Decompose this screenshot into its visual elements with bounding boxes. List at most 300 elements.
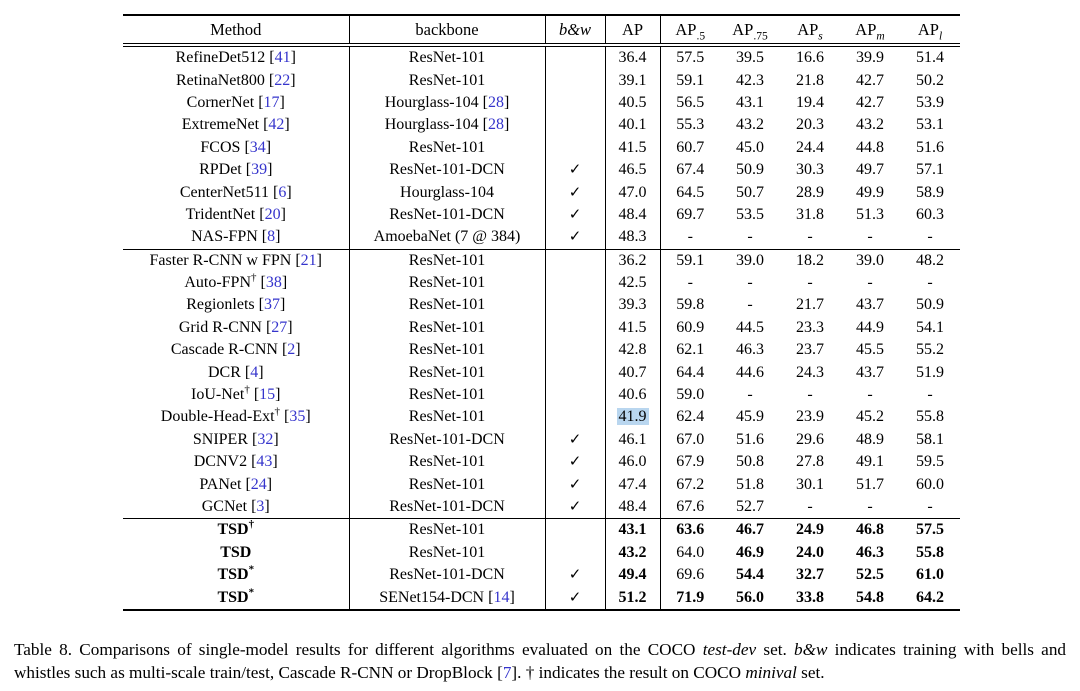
backbone-cell (349, 69, 545, 91)
ap-cell (900, 249, 960, 272)
cite-bracket: ] (287, 318, 293, 336)
citation-link[interactable]: 4 (250, 363, 259, 381)
citation-link[interactable]: 15 (259, 386, 276, 404)
column-header-bw (545, 15, 605, 45)
method-cell (123, 429, 349, 451)
column-header-ap-m (840, 15, 900, 45)
backbone-name: ResNet-101 (408, 49, 486, 67)
ap-value: 51.4 (916, 49, 944, 67)
ap-value: 28.9 (796, 183, 824, 201)
method-cell (123, 226, 349, 249)
backbone-name: ResNet-101 (408, 543, 486, 561)
ap-cell (900, 473, 960, 495)
ap-value: 59.8 (676, 296, 705, 314)
check-icon: ✓ (568, 476, 582, 493)
cite-bracket: [ (241, 475, 251, 493)
table-row (123, 586, 960, 609)
cite-bracket: ] (281, 274, 288, 292)
table-row (123, 159, 960, 181)
ap-cell (780, 384, 840, 406)
ap-value: 44.9 (856, 318, 884, 336)
ap-value: 57.1 (916, 161, 944, 179)
ap-cell (660, 181, 720, 203)
backbone-name: ResNet-101-DCN (389, 498, 505, 515)
ap-cell (840, 496, 900, 519)
ap-value: - (867, 228, 873, 246)
backbone-name: ResNet-101 (408, 138, 486, 156)
ap-cell (660, 406, 720, 428)
column-subscript: l (938, 29, 943, 42)
ap-cell (780, 496, 840, 519)
ap-value: 50.9 (736, 161, 764, 179)
ap-cell (605, 473, 660, 495)
ap-value: 49.9 (856, 183, 884, 201)
table-row (123, 294, 960, 316)
ap-cell (660, 339, 720, 361)
backbone-name: SENet154-DCN (379, 588, 485, 606)
ap-value: 71.9 (676, 588, 705, 606)
cite-bracket: [ (259, 116, 269, 134)
ap-value: 60.7 (676, 138, 705, 156)
ap-value: 51.7 (856, 475, 884, 493)
backbone-cell (349, 542, 545, 564)
ap-cell (900, 406, 960, 428)
ap-cell (840, 92, 900, 114)
ap-cell (900, 114, 960, 136)
ap-cell (660, 542, 720, 564)
method-name: Faster R-CNN w FPN (149, 251, 292, 269)
ap-cell (720, 226, 780, 249)
ap-value: 40.6 (618, 386, 647, 404)
ap-cell (900, 361, 960, 383)
table-row (123, 92, 960, 114)
method-cell (123, 473, 349, 495)
citation-link[interactable]: 34 (249, 138, 266, 156)
ap-cell (660, 451, 720, 473)
ap-value: 59.1 (676, 71, 705, 89)
caption-segment: set. (796, 662, 825, 682)
ap-value: 30.1 (796, 475, 824, 493)
backbone-name: ResNet-101 (408, 296, 486, 314)
ap-cell (780, 361, 840, 383)
column-label: backbone (415, 19, 479, 39)
citation-link[interactable]: 21 (300, 251, 317, 269)
cite-bracket: ] (258, 363, 264, 381)
cite-bracket: ] (316, 251, 322, 269)
ap-value: 39.0 (736, 251, 764, 269)
citation-link[interactable]: 41 (274, 49, 291, 67)
cite-bracket: [ (247, 430, 258, 448)
ap-value: 20.3 (796, 116, 824, 134)
bw-cell (545, 159, 605, 181)
citation-link[interactable]: 22 (274, 71, 291, 89)
ap-cell (605, 317, 660, 339)
ap-cell (840, 519, 900, 542)
ap-value: 48.4 (618, 205, 647, 223)
table-row (123, 406, 960, 428)
cite-bracket: [ (484, 588, 494, 606)
ap-value: 53.9 (916, 93, 944, 111)
ap-cell (720, 45, 780, 69)
ap-value: 42.7 (856, 71, 884, 89)
cite-bracket: ] (279, 296, 286, 314)
ap-value: 24.9 (796, 521, 824, 539)
ap-value: 53.1 (916, 116, 944, 134)
ap-cell (780, 339, 840, 361)
method-cell (123, 451, 349, 473)
check-icon: ✓ (568, 229, 582, 246)
bw-cell (545, 384, 605, 406)
ap-value: 43.1 (736, 93, 764, 111)
table-row (123, 226, 960, 249)
ap-cell (660, 317, 720, 339)
ap-value: 62.4 (676, 408, 705, 426)
cite-bracket: [ (254, 93, 264, 111)
caption-segment: Table 8. Comparisons of single-model results for different algorithms evaluated on the COCO (14, 640, 703, 659)
ap-value: - (927, 228, 933, 246)
ap-cell (840, 429, 900, 451)
check-icon: ✓ (568, 567, 582, 584)
method-cell (123, 69, 349, 91)
ap-cell (840, 473, 900, 495)
ap-cell (900, 181, 960, 203)
cite-bracket: [ (240, 363, 251, 381)
cite-bracket: ] (290, 49, 296, 67)
ap-value: 53.5 (736, 205, 764, 223)
ap-cell (720, 181, 780, 203)
ap-cell (900, 384, 960, 406)
caption-segment[interactable]: 7 (502, 662, 512, 682)
column-label: AP (855, 19, 877, 39)
ap-cell (900, 317, 960, 339)
ap-cell (720, 294, 780, 316)
ap-value: 39.0 (856, 251, 884, 269)
method-cell (123, 137, 349, 159)
citation-link[interactable]: 38 (265, 274, 282, 292)
ap-cell (780, 429, 840, 451)
ap-cell (900, 45, 960, 69)
column-subscript: s (818, 29, 823, 42)
citation-link[interactable]: 27 (271, 318, 288, 336)
backbone-name: AmoebaNet (7 @ 384) (373, 228, 521, 246)
bw-cell (545, 294, 605, 316)
citation-link[interactable]: 3 (256, 498, 265, 515)
ap-cell (660, 586, 720, 609)
ap-value: 67.0 (676, 430, 705, 448)
ap-cell (780, 45, 840, 69)
citation-link[interactable]: 2 (287, 341, 296, 359)
ap-value: 64.5 (676, 183, 705, 201)
citation-link[interactable]: 24 (250, 475, 267, 493)
ap-value: 52.7 (736, 498, 764, 515)
cite-bracket: [ (240, 138, 250, 156)
ap-value: - (927, 498, 933, 515)
citation-link[interactable]: 28 (487, 93, 504, 111)
backbone-cell (349, 519, 545, 542)
cite-bracket: ] (272, 453, 278, 471)
ap-value: 60.0 (916, 475, 944, 493)
backbone-name: ResNet-101 (408, 341, 486, 359)
ap-value: 21.8 (796, 71, 824, 89)
citation-link[interactable]: 37 (263, 296, 280, 314)
backbone-name: ResNet-101-DCN (389, 566, 505, 584)
ap-cell (780, 294, 840, 316)
bw-cell (545, 406, 605, 428)
ap-value: 49.1 (856, 453, 884, 471)
cite-bracket: [ (261, 318, 272, 336)
backbone-cell (349, 137, 545, 159)
method-name: NAS-FPN (191, 228, 258, 246)
ap-value: 40.7 (618, 363, 647, 381)
ap-cell (900, 542, 960, 564)
cite-bracket: [ (478, 93, 488, 111)
citation-link[interactable]: 32 (257, 430, 274, 448)
ap-value: 48.2 (916, 251, 944, 269)
citation-link[interactable]: 39 (251, 161, 268, 179)
ap-value: 23.3 (796, 318, 824, 336)
ap-cell (840, 159, 900, 181)
method-superscript: † (251, 271, 257, 284)
cite-bracket: [ (264, 71, 275, 89)
table-row (123, 451, 960, 473)
table-row (123, 384, 960, 406)
cite-bracket: ] (264, 498, 270, 515)
ap-value: 46.0 (618, 453, 647, 471)
ap-value: 64.0 (676, 543, 705, 561)
cite-bracket: [ (241, 161, 252, 179)
method-cell (123, 114, 349, 136)
table-row (123, 542, 960, 564)
ap-value: - (867, 386, 873, 404)
method-name: DCR (207, 363, 241, 381)
ap-value: 43.7 (856, 296, 884, 314)
ap-value: 33.8 (796, 588, 824, 606)
column-header-backbone (349, 15, 545, 45)
ap-cell (605, 496, 660, 519)
highlighted-value: 41.9 (618, 408, 647, 426)
table-row (123, 69, 960, 91)
ap-value: - (807, 498, 813, 515)
ap-cell (780, 249, 840, 272)
ap-value: 30.3 (796, 161, 824, 179)
bw-cell (545, 249, 605, 272)
cite-bracket: [ (247, 453, 257, 471)
ap-cell (660, 92, 720, 114)
ap-value: 24.3 (796, 363, 824, 381)
ap-cell (900, 429, 960, 451)
row-group (123, 45, 960, 249)
ap-value: - (747, 386, 753, 404)
backbone-cell (349, 339, 545, 361)
cite-bracket: [ (291, 251, 301, 269)
ap-value: 43.7 (856, 363, 884, 381)
ap-cell (720, 429, 780, 451)
cite-bracket: ] (286, 183, 292, 201)
ap-value: 21.7 (796, 296, 824, 314)
caption-segment: minival (745, 662, 797, 682)
cite-bracket: ] (503, 93, 510, 111)
method-name: FCOS (200, 138, 241, 156)
column-subscript: m (876, 29, 885, 42)
table-row (123, 249, 960, 272)
ap-value: 59.0 (676, 386, 705, 404)
ap-cell (720, 586, 780, 609)
cite-bracket: ] (275, 386, 281, 404)
ap-cell (605, 114, 660, 136)
ap-cell (660, 249, 720, 272)
column-label: AP (675, 19, 697, 39)
ap-cell (840, 181, 900, 203)
ap-value: 44.6 (736, 363, 764, 381)
ap-value: 50.7 (736, 183, 764, 201)
ap-value: 36.4 (618, 49, 647, 67)
bw-cell (545, 92, 605, 114)
ap-value: 69.7 (676, 205, 705, 223)
ap-cell (900, 519, 960, 542)
ap-value: 67.6 (676, 498, 705, 515)
ap-cell (840, 294, 900, 316)
ap-cell (840, 69, 900, 91)
cite-bracket: ] (290, 71, 296, 89)
method-cell (123, 339, 349, 361)
ap-value: - (807, 274, 813, 292)
ap-cell (720, 564, 780, 586)
ap-cell (900, 159, 960, 181)
check-icon: ✓ (568, 454, 582, 471)
ap-value: 52.5 (856, 566, 884, 584)
method-superscript: † (248, 519, 255, 532)
ap-cell (720, 114, 780, 136)
ap-cell (605, 564, 660, 586)
column-header-ap (605, 15, 660, 45)
ap-cell (840, 226, 900, 249)
ap-cell (780, 69, 840, 91)
ap-cell (840, 339, 900, 361)
ap-value: 55.3 (676, 116, 705, 134)
ap-value: 16.6 (796, 49, 824, 67)
results-table (123, 14, 960, 611)
citation-link[interactable]: 14 (493, 588, 510, 606)
citation-link[interactable]: 28 (487, 116, 504, 134)
ap-cell (660, 45, 720, 69)
backbone-name: ResNet-101 (408, 475, 486, 493)
ap-value: 57.5 (676, 49, 705, 67)
bw-cell (545, 137, 605, 159)
ap-value: 40.1 (618, 116, 647, 134)
method-name: Auto-FPN (184, 274, 252, 292)
ap-cell (605, 361, 660, 383)
cite-bracket: [ (255, 205, 265, 223)
backbone-name: ResNet-101 (408, 521, 486, 539)
ap-value: 55.2 (916, 341, 944, 359)
ap-cell (840, 406, 900, 428)
ap-value: - (687, 274, 693, 292)
backbone-name: ResNet-101-DCN (389, 430, 505, 448)
ap-value: 51.3 (856, 205, 884, 223)
method-name: ExtremeNet (181, 116, 260, 134)
ap-cell (660, 114, 720, 136)
caption-segment: set. (756, 640, 795, 659)
backbone-cell (349, 317, 545, 339)
backbone-name: ResNet-101-DCN (389, 205, 505, 223)
ap-cell (660, 137, 720, 159)
ap-value: 62.1 (676, 341, 705, 359)
table-row (123, 519, 960, 542)
ap-value: 42.8 (618, 341, 647, 359)
backbone-cell (349, 114, 545, 136)
backbone-cell (349, 92, 545, 114)
ap-cell (840, 317, 900, 339)
citation-link[interactable]: 17 (263, 93, 280, 111)
citation-link[interactable]: 6 (278, 183, 287, 201)
ap-cell (840, 114, 900, 136)
citation-link[interactable]: 43 (256, 453, 273, 471)
header-row (123, 15, 960, 45)
ap-cell (780, 226, 840, 249)
ap-cell (660, 69, 720, 91)
row-group (123, 249, 960, 519)
column-header-ap-75 (720, 15, 780, 45)
citation-link[interactable]: 8 (267, 228, 276, 246)
backbone-cell (349, 586, 545, 609)
table-caption (14, 639, 1066, 685)
column-label: AP (797, 19, 819, 39)
cite-bracket: [ (265, 49, 275, 67)
citation-link[interactable]: 42 (268, 116, 285, 134)
ap-value: 61.0 (916, 566, 944, 584)
bw-cell (545, 496, 605, 519)
cite-bracket: [ (257, 228, 268, 246)
bw-cell (545, 272, 605, 294)
backbone-cell (349, 45, 545, 69)
cite-bracket: ] (273, 430, 279, 448)
citation-link[interactable]: 35 (289, 408, 306, 426)
column-subscript: .75 (753, 29, 768, 42)
citation-link[interactable]: 20 (264, 205, 281, 223)
ap-cell (605, 272, 660, 294)
ap-value: 69.6 (676, 566, 705, 584)
ap-cell (900, 226, 960, 249)
ap-cell (720, 317, 780, 339)
ap-cell (780, 181, 840, 203)
backbone-name: ResNet-101 (408, 71, 486, 89)
method-name: TSD (217, 588, 249, 606)
ap-cell (840, 384, 900, 406)
backbone-cell (349, 294, 545, 316)
ap-value: 60.3 (916, 205, 944, 223)
ap-cell (605, 69, 660, 91)
caption-segment: indicates training with bells and whistles such as multi-scale train/test, Cascade R-CNN or DropBlock (14, 640, 1067, 682)
ap-cell (605, 406, 660, 428)
ap-cell (780, 451, 840, 473)
ap-cell (605, 542, 660, 564)
caption-segment: test-dev (702, 640, 757, 659)
ap-value: 42.7 (856, 93, 884, 111)
ap-value: 43.1 (618, 521, 647, 539)
method-cell (123, 159, 349, 181)
cite-bracket: ] (275, 228, 281, 246)
method-cell (123, 519, 349, 542)
backbone-name: ResNet-101 (408, 408, 486, 426)
ap-cell (780, 204, 840, 226)
method-superscript: * (248, 563, 255, 576)
ap-cell (720, 406, 780, 428)
method-superscript: † (274, 406, 281, 419)
bw-cell (545, 473, 605, 495)
ap-value: 51.9 (916, 363, 944, 381)
ap-value: 51.2 (618, 588, 647, 606)
backbone-cell (349, 384, 545, 406)
